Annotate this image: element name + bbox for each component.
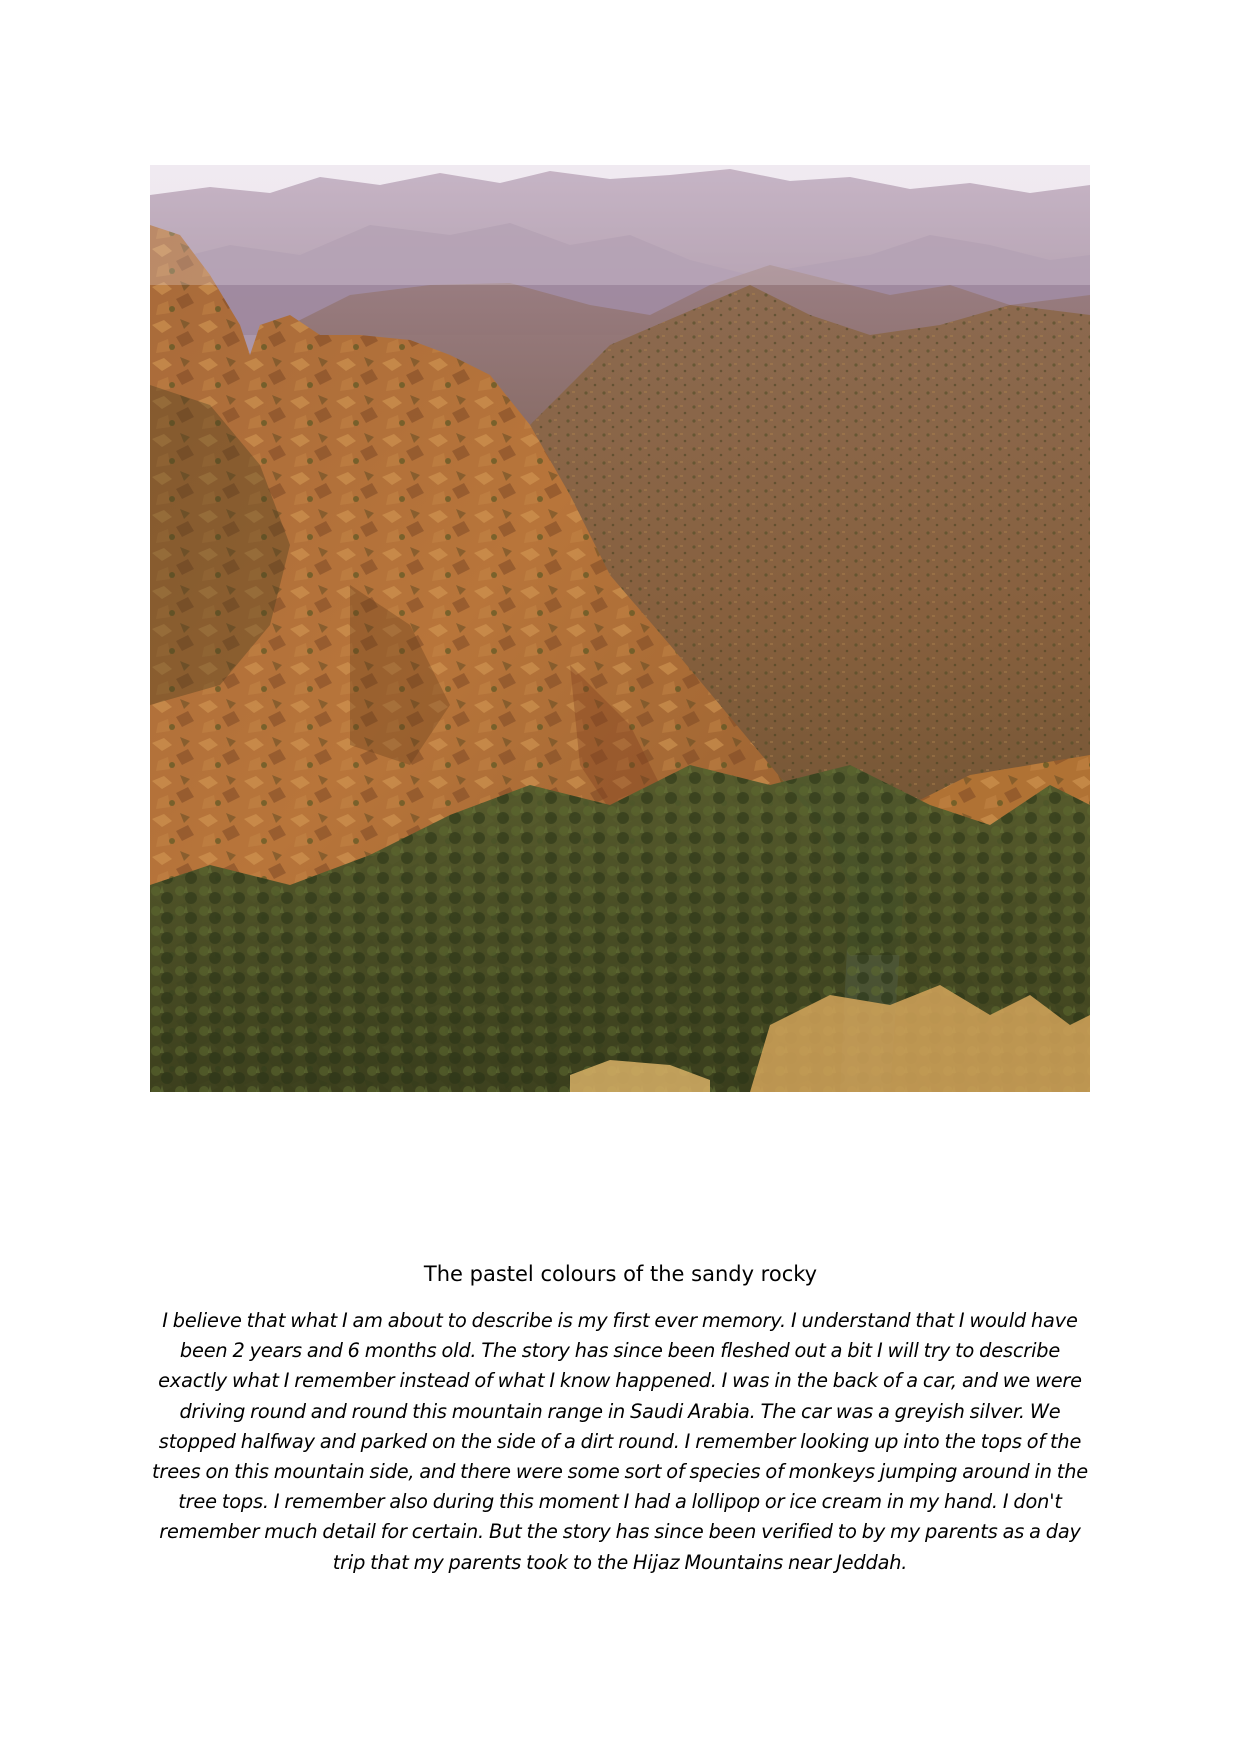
mountain-landscape-photo: [150, 165, 1090, 1092]
memory-story-text: I believe that what I am about to describe is my first ever memory. I understand that I would have been 2 years and 6 months old. The story has since been fleshed out a bit I will try to describe exactly what I remember instead of what I know happened. I was in the back of a car, and we were driving round and round this mountain range in Saudi Arabia. The car was a greyish silver. We stopped halfway and parked on the side of a dirt round. I remember looking up into the tops of the trees on this mountain side, and there were some sort of species of monkeys jumping around in the tree tops. I remember also during this moment I had a lollipop or ice cream in my hand. I don't remember much detail for certain. But the story has since been verified to by my parents as a day trip that my parents took to the Hijaz Mountains near Jeddah.: [152, 1309, 1088, 1574]
photo-caption: The pastel colours of the sandy rocky: [423, 1262, 818, 1286]
